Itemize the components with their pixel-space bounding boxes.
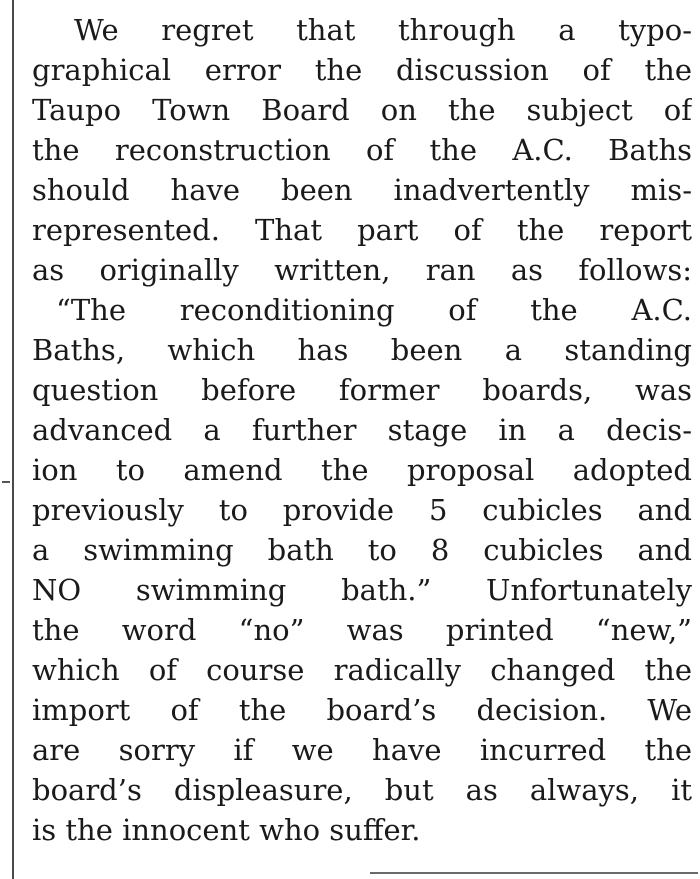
article-line: a swimming bath to 8 cubicles and — [32, 533, 692, 567]
article-line: Taupo Town Board on the subject of — [32, 93, 692, 127]
article-line: previously to provide 5 cubicles and — [32, 493, 692, 527]
article-line: which of course radically changed the — [32, 653, 692, 687]
article-line: graphical error the discussion of the — [32, 53, 692, 87]
article-line: are sorry if we have incurred the — [32, 733, 692, 767]
article-line: “The reconditioning of the A.C. — [56, 293, 692, 327]
article-line: as originally written, ran as follows: — [32, 253, 692, 287]
article-line: the reconstruction of the A.C. Baths — [32, 133, 692, 167]
column-tick-mark — [2, 481, 10, 483]
article-line: Baths, which has been a standing — [32, 333, 692, 367]
article-line: ion to amend the proposal adopted — [32, 453, 692, 487]
correction-article — [32, 10, 692, 850]
article-line: advanced a further stage in a decis- — [32, 413, 692, 447]
article-line: should have been inadvertently mis- — [32, 173, 692, 207]
bottom-rule — [370, 872, 698, 874]
article-line: is the innocent who suffer. — [32, 813, 421, 847]
column-rule — [12, 0, 14, 879]
article-line: NO swimming bath.” Unfortunately — [32, 573, 692, 607]
article-line: question before former boards, was — [32, 373, 692, 407]
article-line: represented. That part of the report — [32, 213, 692, 247]
article-line: import of the board’s decision. We — [32, 693, 692, 727]
article-line: board’s displeasure, but as always, it — [32, 773, 692, 807]
article-line: the word “no” was printed “new,” — [32, 613, 692, 647]
article-line: We regret that through a typo- — [74, 13, 692, 47]
